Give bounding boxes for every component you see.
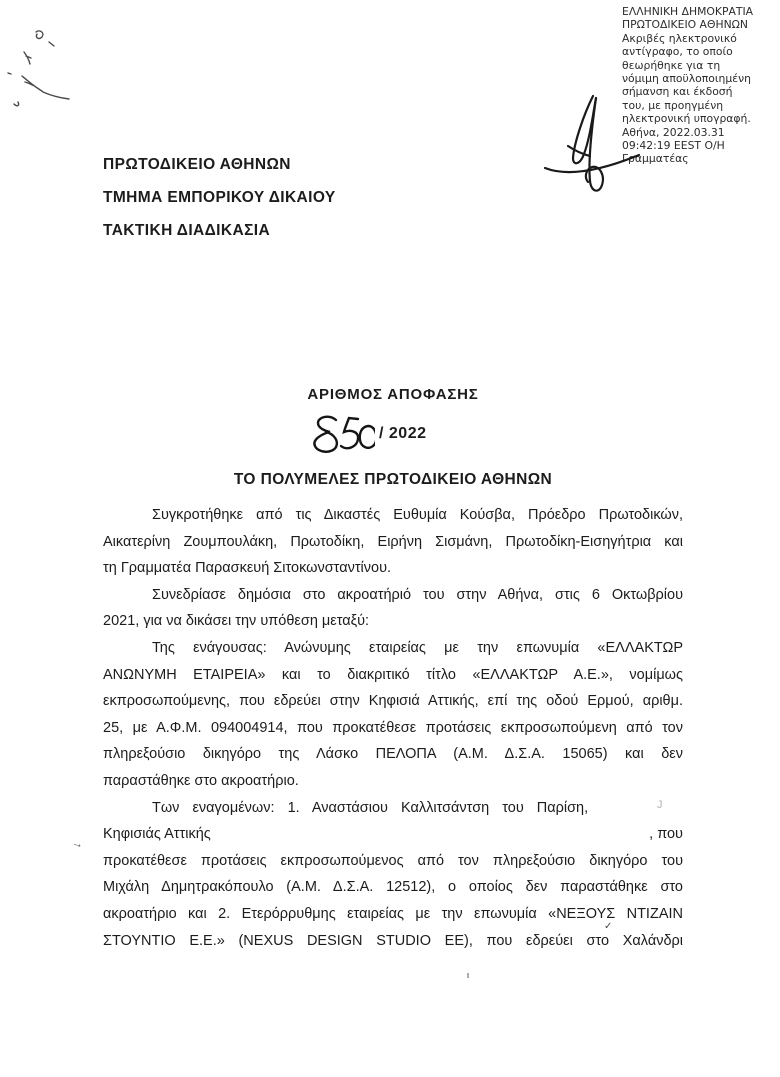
body-line: Συγκροτήθηκε από τις Δικαστές Ευθυμία Κούσβα, Πρόεδρο Πρωτοδικών, bbox=[152, 507, 683, 523]
decision-number-label: ΑΡΙΘΜΟΣ ΑΠΟΦΑΣΗΣ bbox=[307, 386, 479, 403]
body-line: εκπροσωπούμενης, που εδρεύει στην Κηφισιά Αττικής, επί της οδού Ερμού, αριθμ. bbox=[103, 693, 683, 710]
stamp-line: ΠΡΩΤΟΔΙΚΕΙΟ ΑΘΗΝΩΝ bbox=[622, 18, 748, 32]
body-line: Συνεδρίασε δημόσια στο ακροατήριό του στην Αθήνα, στις 6 Οκτωβρίου bbox=[152, 586, 683, 603]
body-line: Της ενάγουσας: Ανώνυμης εταιρείας με την επωνυμία «ΕΛΛΑΚΤΩΡ bbox=[152, 639, 683, 656]
decision-number-handwritten bbox=[307, 411, 375, 457]
court-header-line: ΠΡΩΤΟΔΙΚΕΙΟ ΑΘΗΝΩΝ bbox=[103, 156, 291, 173]
stamp-line: σήμανση και έκδοσή bbox=[622, 85, 733, 99]
body-line bbox=[103, 821, 683, 848]
body-line: τη Γραμματέα Παρασκευή Σιτοκωνσταντίνου. bbox=[103, 560, 392, 577]
stamp-line: 09:42:19 EEST Ο/Η bbox=[622, 139, 725, 153]
body-line: ΑΝΩΝΥΜΗ ΕΤΑΙΡΕΙΑ» και το διακριτικό τίτλο «ΕΛΛΑΚΤΩΡ Α.Ε.», νομίμως bbox=[103, 666, 683, 683]
decision-year: / 2022 bbox=[379, 425, 427, 442]
margin-arrow-mark: → bbox=[70, 836, 85, 852]
faint-redaction-mark: J bbox=[657, 799, 663, 811]
stamp-line: νόμιμη αποϋλοποιημένη bbox=[622, 72, 751, 86]
signature bbox=[538, 86, 650, 208]
body-line: ΣΤΟΥΝΤΙΟ Ε.Ε.» (NEXUS DESIGN STUDIO ΕΕ), που εδρεύει στο Χαλάνδρι bbox=[103, 932, 683, 949]
body-line: Μιχάλη Δημητρακόπουλο (Α.Μ. Δ.Σ.Α. 12512), ο οποίος δεν παραστάθηκε στο bbox=[103, 879, 683, 896]
tiny-pen-mark: ι bbox=[467, 970, 469, 980]
stamp-line: ΕΛΛΗΝΙΚΗ ΔΗΜΟΚΡΑΤΙΑ bbox=[622, 5, 754, 18]
stamp-line: αντίγραφο, το οποίο bbox=[622, 45, 733, 59]
body-line: προκατέθεσε προτάσεις εκπροσωπούμενος από τον πληρεξούσιο δικηγόρο του bbox=[103, 852, 683, 869]
pen-scribbles bbox=[0, 0, 180, 130]
body-line: ακροατήριο και 2. Ετερόρρυθμης εταιρείας με την επωνυμία «ΝΕΞΟΥΣ ΝΤΙΖΑΙΝ bbox=[103, 905, 683, 922]
stamp-line: ηλεκτρονική υπογραφή. bbox=[622, 112, 751, 126]
decision-block bbox=[103, 386, 683, 489]
body-line-right: , που bbox=[649, 826, 683, 843]
stamp-line: θεωρήθηκε για τη bbox=[622, 58, 721, 72]
stamp-line: του, με προηγμένη bbox=[622, 98, 724, 112]
check-mark: ✓ bbox=[604, 921, 613, 932]
court-header-line: ΤΑΚΤΙΚΗ ΔΙΑΔΙΚΑΣΙΑ bbox=[103, 222, 271, 239]
body-line: παραστάθηκε στο ακροατήριο. bbox=[103, 772, 299, 789]
stamp-line: Ακριβές ηλεκτρονικό bbox=[622, 31, 737, 45]
body-line: 2021, για να δικάσει την υπόθεση μεταξύ: bbox=[103, 613, 370, 630]
stamp-line: Αθήνα, 2022.03.31 bbox=[622, 125, 725, 139]
court-header bbox=[103, 148, 503, 247]
body-line: Των εναγομένων: 1. Αναστάσιου Καλλιτσάντση του Παρίση, bbox=[152, 799, 589, 816]
body-line: Αικατερίνη Ζουμπουλάκη, Πρωτοδίκη, Ειρήνη Σισμάνη, Πρωτοδίκη-Εισηγήτρια και bbox=[103, 533, 683, 550]
decision-number-row bbox=[103, 411, 683, 457]
body-line: πληρεξούσιο δικηγόρο της Λάσκο ΠΕΛΟΠΑ (Α.Μ. Δ.Σ.Α. 15065) και δεν bbox=[103, 746, 683, 763]
court-header-line: ΤΜΗΜΑ ΕΜΠΟΡΙΚΟΥ ΔΙΚΑΙΟΥ bbox=[103, 189, 336, 206]
stamp-line: Γραμματέας bbox=[622, 152, 689, 166]
decision-body bbox=[103, 502, 683, 954]
body-line-left: Κηφισιάς Αττικής bbox=[103, 826, 211, 843]
court-title: ΤΟ ΠΟΛΥΜΕΛΕΣ ΠΡΩΤΟΔΙΚΕΙΟ ΑΘΗΝΩΝ bbox=[233, 471, 553, 488]
body-line: 25, με Α.Φ.Μ. 094004914, που προκατέθεσε προτάσεις εκπροσωπούμενη από τον bbox=[103, 719, 683, 736]
